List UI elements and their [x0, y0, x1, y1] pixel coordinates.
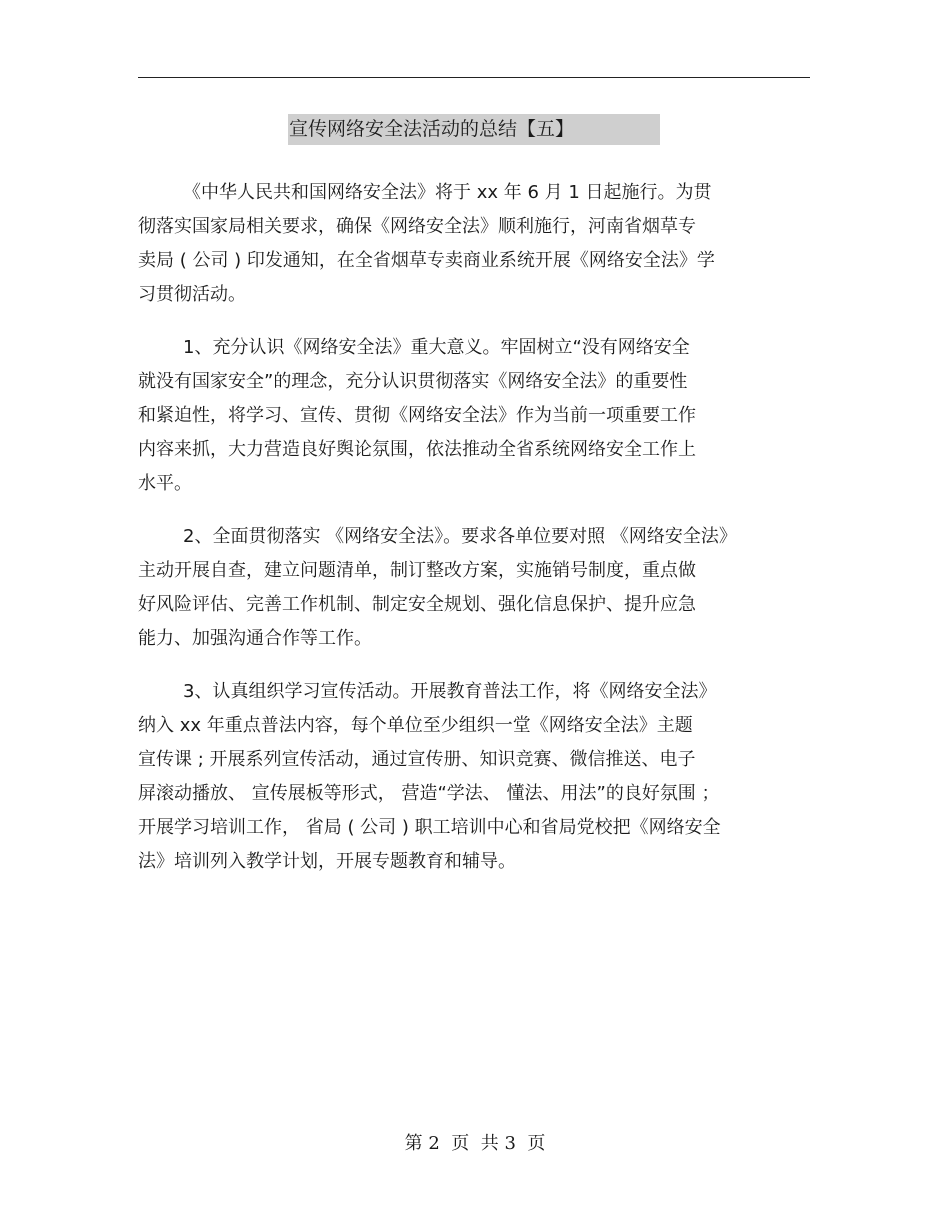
document-title: 宣传网络安全法活动的总结【五】 — [288, 114, 660, 145]
paragraph-line: 纳入 xx 年重点普法内容，每个单位至少组织一堂《网络安全法》主题 — [138, 715, 693, 736]
paragraph-line: 习贯彻活动。 — [138, 284, 246, 305]
paragraph-line: 好风险评估、完善工作机制、制定安全规划、强化信息保护、提升应急 — [138, 594, 696, 615]
paragraph-line: 内容来抓，大力营造良好舆论氛围，依法推动全省系统网络安全工作上 — [138, 439, 696, 460]
paragraph-item-1 — [138, 331, 828, 501]
paragraph-line: 卖局 ( 公司 ) 印发通知，在全省烟草专卖商业系统开展《网络安全法》学 — [138, 250, 715, 271]
paragraph-intro — [138, 176, 828, 312]
paragraph-line: 能力、加强沟通合作等工作。 — [138, 628, 372, 649]
page-number: 第 2 页 共 3 页 — [404, 1133, 546, 1154]
paragraph-line: 就没有国家安全”的理念，充分认识贯彻落实《网络安全法》的重要性 — [138, 371, 688, 392]
paragraph-line: 开展学习培训工作， 省局 ( 公司 ) 职工培训中心和省局党校把《网络安全 — [138, 817, 721, 838]
header-rule — [138, 77, 810, 78]
paragraph-line: 《中华人民共和国网络安全法》将于 xx 年 6 月 1 日起施行。为贯 — [183, 182, 712, 203]
paragraph-line: 水平。 — [138, 473, 192, 494]
paragraph-line: 宣传课 ; 开展系列宣传活动，通过宣传册、知识竞赛、微信推送、电子 — [138, 749, 696, 770]
paragraph-line: 法》培训列入教学计划，开展专题教育和辅导。 — [138, 851, 516, 872]
document-body — [138, 176, 828, 898]
paragraph-line: 和紧迫性，将学习、宣传、贯彻《网络安全法》作为当前一项重要工作 — [138, 405, 696, 426]
paragraph-item-2 — [138, 520, 828, 656]
paragraph-line: 彻落实国家局相关要求，确保《网络安全法》顺利施行，河南省烟草专 — [138, 216, 696, 237]
paragraph-line: 1、充分认识《网络安全法》重大意义。牢固树立“没有网络安全 — [183, 337, 690, 358]
paragraph-line: 主动开展自查，建立问题清单，制订整改方案，实施销号制度，重点做 — [138, 560, 696, 581]
paragraph-item-3 — [138, 675, 828, 879]
paragraph-line: 2、全面贯彻落实 《网络安全法》。要求各单位要对照 《网络安全法》 — [183, 526, 737, 547]
paragraph-line: 3、认真组织学习宣传活动。开展教育普法工作，将《网络安全法》 — [183, 681, 717, 702]
paragraph-line: 屏滚动播放、 宣传展板等形式， 营造“学法、 懂法、用法”的良好氛围 ； — [138, 783, 720, 804]
